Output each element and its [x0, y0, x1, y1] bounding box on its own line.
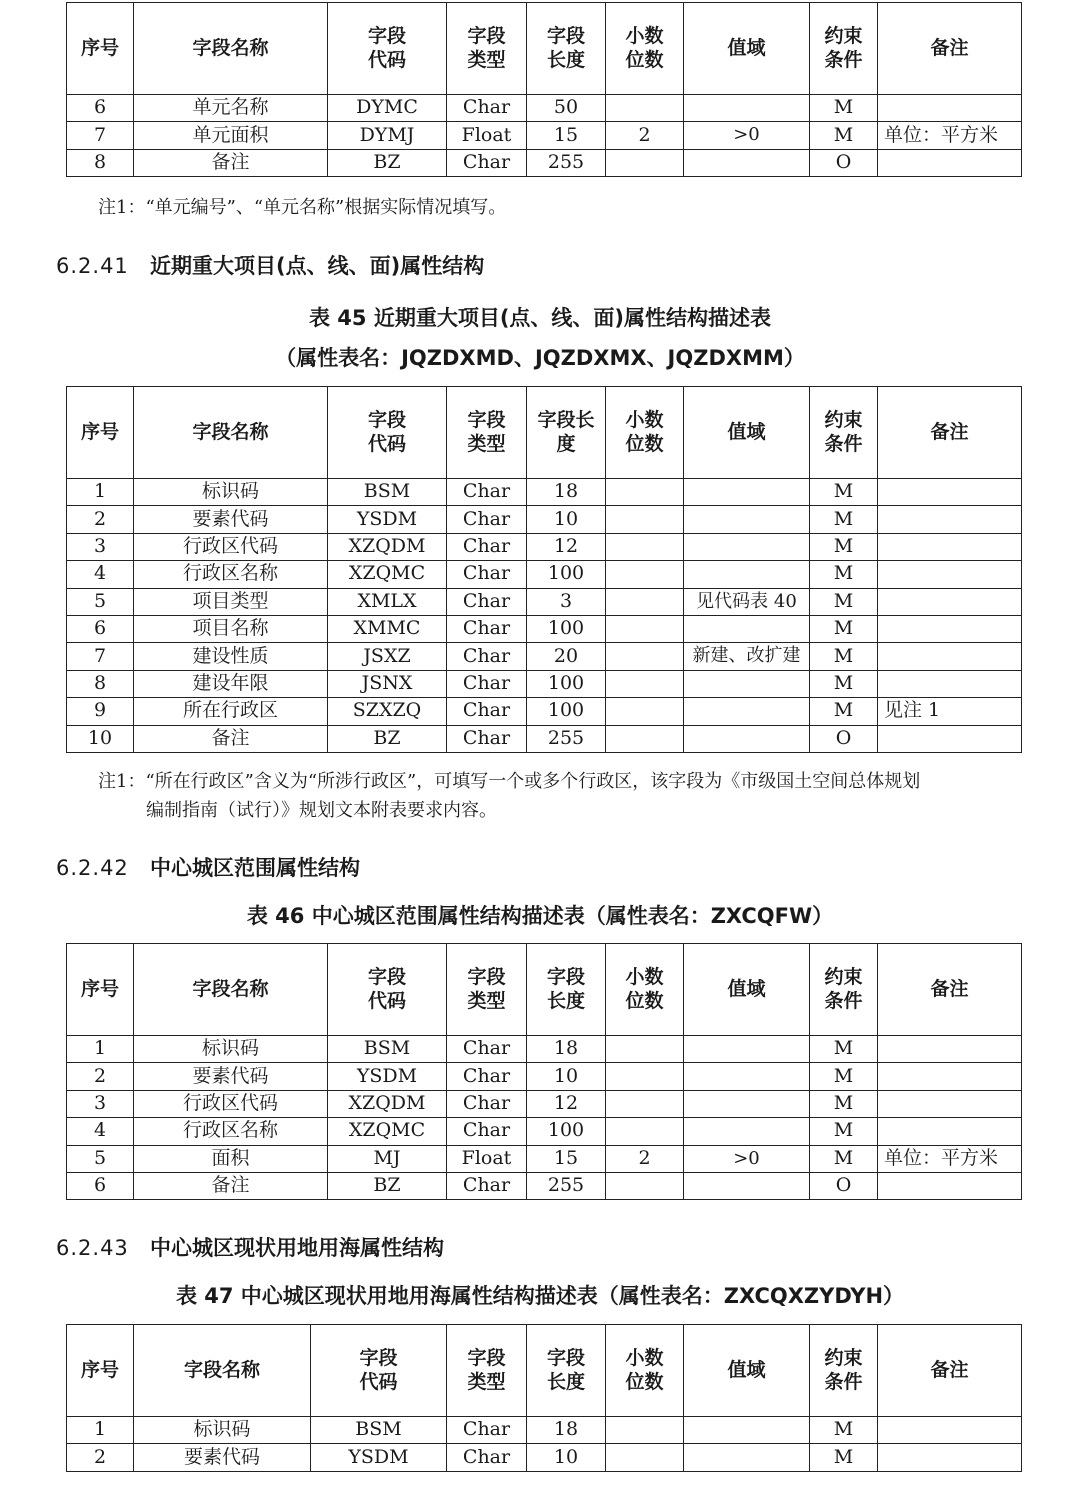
cell-decimals	[606, 533, 684, 560]
cell-field-type: Char	[447, 588, 527, 615]
cell-constraint: M	[810, 561, 878, 588]
cell-field-name: 建设性质	[134, 643, 328, 670]
cell-field-length: 100	[527, 1118, 606, 1145]
cell-remarks: 单位：平方米	[878, 1145, 1022, 1172]
cell-field-length: 255	[527, 725, 606, 752]
cell-constraint: M	[810, 1118, 878, 1145]
cell-field-code: JSXZ	[328, 643, 447, 670]
cell-remarks	[878, 561, 1022, 588]
header-constraint: 约束 条件	[810, 3, 878, 95]
cell-value-range	[684, 698, 810, 725]
cell-field-length: 18	[527, 1036, 606, 1063]
cell-decimals	[606, 479, 684, 506]
cell-value-range: 新建、改扩建	[684, 643, 810, 670]
header-field-name: 字段名称	[134, 944, 328, 1036]
cell-constraint: O	[810, 725, 878, 752]
table-top-continuation	[66, 2, 1022, 177]
cell-field-type: Char	[447, 725, 527, 752]
cell-remarks: 单位：平方米	[878, 122, 1022, 149]
cell-field-type: Char	[447, 615, 527, 642]
footnote-text: 注1：“单元编号”、“单元名称”根据实际情况填写。	[98, 197, 507, 218]
cell-constraint: M	[810, 1036, 878, 1063]
cell-decimals	[606, 506, 684, 533]
cell-value-range	[684, 1118, 810, 1145]
cell-remarks	[878, 95, 1022, 122]
cell-field-code: XZQMC	[328, 1118, 447, 1145]
cell-field-code: XMLX	[328, 588, 447, 615]
cell-decimals	[606, 588, 684, 615]
table-row	[67, 479, 1022, 506]
cell-field-name: 标识码	[134, 479, 328, 506]
cell-remarks	[878, 588, 1022, 615]
header-value-range: 值域	[684, 387, 810, 479]
cell-value-range	[684, 1090, 810, 1117]
cell-constraint: M	[810, 643, 878, 670]
cell-field-name: 行政区名称	[134, 561, 328, 588]
cell-index: 10	[67, 725, 134, 752]
cell-constraint: M	[810, 1444, 878, 1471]
cell-value-range	[684, 149, 810, 176]
cell-remarks	[878, 1063, 1022, 1090]
cell-index: 6	[67, 1172, 134, 1199]
cell-constraint: O	[810, 149, 878, 176]
table-45-caption-line2: （属性表名：JQZDXMD、JQZDXMX、JQZDXMM）	[275, 346, 805, 370]
header-constraint: 约束 条件	[810, 944, 878, 1036]
cell-field-name: 备注	[134, 149, 328, 176]
footnote-top	[98, 193, 1018, 222]
cell-constraint: M	[810, 1417, 878, 1444]
cell-remarks	[878, 1417, 1022, 1444]
table-46	[66, 943, 1022, 1200]
cell-field-name: 单元名称	[134, 95, 328, 122]
header-field-name: 字段名称	[134, 387, 328, 479]
cell-decimals	[606, 149, 684, 176]
section-heading-6-2-43	[56, 1232, 444, 1262]
cell-field-length: 20	[527, 643, 606, 670]
cell-index: 6	[67, 615, 134, 642]
header-field-type: 字段 类型	[447, 387, 527, 479]
cell-field-code: BZ	[328, 1172, 447, 1199]
cell-decimals	[606, 670, 684, 697]
cell-decimals	[606, 1063, 684, 1090]
header-field-name: 字段名称	[134, 1325, 311, 1417]
cell-decimals	[606, 1417, 684, 1444]
header-constraint: 约束 条件	[810, 1325, 878, 1417]
header-index: 序号	[67, 387, 134, 479]
header-field-name: 字段名称	[134, 3, 328, 95]
cell-field-name: 建设年限	[134, 670, 328, 697]
section-title: 近期重大项目(点、线、面)属性结构	[150, 254, 485, 278]
cell-field-code: BSM	[328, 479, 447, 506]
header-field-length: 字段 长度	[527, 3, 606, 95]
cell-field-length: 12	[527, 533, 606, 560]
cell-decimals	[606, 698, 684, 725]
table-47	[66, 1324, 1022, 1472]
cell-index: 4	[67, 1118, 134, 1145]
cell-index: 3	[67, 533, 134, 560]
cell-constraint: M	[810, 506, 878, 533]
cell-remarks	[878, 506, 1022, 533]
header-value-range: 值域	[684, 944, 810, 1036]
cell-field-type: Float	[447, 1145, 527, 1172]
table-row	[67, 122, 1022, 149]
table-header-row	[67, 944, 1022, 1036]
table-row	[67, 149, 1022, 176]
cell-constraint: O	[810, 1172, 878, 1199]
cell-decimals: 2	[606, 122, 684, 149]
cell-value-range	[684, 1444, 810, 1471]
header-constraint: 约束 条件	[810, 387, 878, 479]
cell-value-range: >0	[684, 1145, 810, 1172]
cell-field-type: Char	[447, 1172, 527, 1199]
table-row	[67, 506, 1022, 533]
cell-decimals	[606, 643, 684, 670]
cell-field-code: BZ	[328, 725, 447, 752]
cell-decimals	[606, 561, 684, 588]
cell-field-name: 所在行政区	[134, 698, 328, 725]
header-remarks: 备注	[878, 387, 1022, 479]
cell-remarks	[878, 149, 1022, 176]
cell-field-name: 要素代码	[134, 1063, 328, 1090]
header-field-type: 字段 类型	[447, 944, 527, 1036]
cell-value-range	[684, 1036, 810, 1063]
cell-remarks	[878, 670, 1022, 697]
cell-field-length: 12	[527, 1090, 606, 1117]
cell-decimals	[606, 95, 684, 122]
cell-field-length: 100	[527, 615, 606, 642]
cell-remarks	[878, 1090, 1022, 1117]
cell-field-type: Char	[447, 561, 527, 588]
cell-value-range	[684, 561, 810, 588]
table-45	[66, 386, 1022, 753]
cell-index: 2	[67, 506, 134, 533]
cell-value-range	[684, 1063, 810, 1090]
table-row	[67, 725, 1022, 752]
cell-field-length: 3	[527, 588, 606, 615]
cell-constraint: M	[810, 1090, 878, 1117]
table-row	[67, 1444, 1022, 1471]
header-value-range: 值域	[684, 3, 810, 95]
cell-index: 6	[67, 95, 134, 122]
cell-field-length: 10	[527, 506, 606, 533]
header-remarks: 备注	[878, 3, 1022, 95]
cell-field-code: DYMJ	[328, 122, 447, 149]
cell-field-type: Char	[447, 1417, 527, 1444]
cell-remarks	[878, 615, 1022, 642]
cell-field-type: Char	[447, 1444, 527, 1471]
cell-value-range	[684, 670, 810, 697]
header-field-code: 字段 代码	[328, 944, 447, 1036]
header-value-range: 值域	[684, 1325, 810, 1417]
table-header-row	[67, 387, 1022, 479]
cell-value-range	[684, 506, 810, 533]
header-field-type: 字段 类型	[447, 1325, 527, 1417]
header-index: 序号	[67, 3, 134, 95]
cell-field-name: 行政区代码	[134, 1090, 328, 1117]
cell-constraint: M	[810, 670, 878, 697]
cell-field-type: Char	[447, 670, 527, 697]
cell-field-length: 100	[527, 561, 606, 588]
cell-constraint: M	[810, 588, 878, 615]
cell-field-code: YSDM	[328, 506, 447, 533]
cell-index: 7	[67, 122, 134, 149]
cell-decimals	[606, 1036, 684, 1063]
cell-field-name: 面积	[134, 1145, 328, 1172]
cell-field-type: Char	[447, 95, 527, 122]
section-heading-6-2-41	[56, 250, 484, 280]
cell-field-type: Char	[447, 533, 527, 560]
cell-field-type: Char	[447, 149, 527, 176]
table-45-caption: 表 45 近期重大项目(点、线、面)属性结构描述表	[308, 306, 772, 330]
cell-remarks	[878, 533, 1022, 560]
section-number: 6.2.41	[56, 254, 129, 278]
cell-value-range	[684, 1417, 810, 1444]
header-index: 序号	[67, 1325, 134, 1417]
cell-field-length: 18	[527, 1417, 606, 1444]
cell-field-code: MJ	[328, 1145, 447, 1172]
cell-index: 1	[67, 479, 134, 506]
cell-value-range	[684, 479, 810, 506]
cell-value-range	[684, 725, 810, 752]
cell-field-code: YSDM	[328, 1063, 447, 1090]
cell-field-name: 单元面积	[134, 122, 328, 149]
table-row	[67, 1172, 1022, 1199]
cell-field-type: Char	[447, 506, 527, 533]
cell-field-code: XZQDM	[328, 1090, 447, 1117]
footnote-line2: 编制指南（试行）》规划文本附表要求内容。	[146, 800, 497, 821]
cell-constraint: M	[810, 122, 878, 149]
cell-field-code: DYMC	[328, 95, 447, 122]
cell-field-name: 备注	[134, 1172, 328, 1199]
table-row	[67, 1063, 1022, 1090]
cell-field-name: 标识码	[134, 1036, 328, 1063]
cell-remarks	[878, 1172, 1022, 1199]
cell-field-type: Char	[447, 1118, 527, 1145]
cell-field-code: BSM	[328, 1036, 447, 1063]
cell-field-type: Char	[447, 479, 527, 506]
table-header-row	[67, 3, 1022, 95]
table-row	[67, 643, 1022, 670]
cell-index: 5	[67, 1145, 134, 1172]
cell-constraint: M	[810, 479, 878, 506]
cell-value-range	[684, 615, 810, 642]
section-title: 中心城区范围属性结构	[150, 856, 360, 880]
cell-field-type: Float	[447, 122, 527, 149]
cell-value-range	[684, 95, 810, 122]
cell-constraint: M	[810, 615, 878, 642]
cell-field-type: Char	[447, 1063, 527, 1090]
header-field-length: 字段长 度	[527, 387, 606, 479]
cell-field-length: 50	[527, 95, 606, 122]
cell-remarks: 见注 1	[878, 698, 1022, 725]
cell-remarks	[878, 725, 1022, 752]
cell-field-type: Char	[447, 1036, 527, 1063]
footnote-45	[98, 767, 1018, 825]
cell-field-name: 标识码	[134, 1417, 311, 1444]
cell-index: 3	[67, 1090, 134, 1117]
cell-field-name: 备注	[134, 725, 328, 752]
cell-index: 4	[67, 561, 134, 588]
table-header-row	[67, 1325, 1022, 1417]
cell-field-name: 项目名称	[134, 615, 328, 642]
cell-index: 9	[67, 698, 134, 725]
cell-field-length: 100	[527, 698, 606, 725]
section-number: 6.2.42	[56, 856, 129, 880]
cell-field-name: 行政区代码	[134, 533, 328, 560]
cell-decimals	[606, 1444, 684, 1471]
header-field-length: 字段 长度	[527, 1325, 606, 1417]
cell-constraint: M	[810, 698, 878, 725]
cell-field-code: BSM	[311, 1417, 447, 1444]
cell-field-name: 要素代码	[134, 506, 328, 533]
cell-field-code: YSDM	[311, 1444, 447, 1471]
cell-field-code: SZXZQ	[328, 698, 447, 725]
table-row	[67, 615, 1022, 642]
cell-field-length: 15	[527, 1145, 606, 1172]
cell-field-type: Char	[447, 1090, 527, 1117]
table-row	[67, 588, 1022, 615]
cell-field-code: BZ	[328, 149, 447, 176]
cell-decimals	[606, 725, 684, 752]
cell-field-length: 100	[527, 670, 606, 697]
header-decimals: 小数 位数	[606, 944, 684, 1036]
table-row	[67, 561, 1022, 588]
cell-remarks	[878, 1118, 1022, 1145]
cell-constraint: M	[810, 95, 878, 122]
cell-field-length: 18	[527, 479, 606, 506]
header-decimals: 小数 位数	[606, 1325, 684, 1417]
cell-field-name: 要素代码	[134, 1444, 311, 1471]
cell-index: 7	[67, 643, 134, 670]
table-row	[67, 1118, 1022, 1145]
cell-decimals	[606, 1118, 684, 1145]
table-row	[67, 1036, 1022, 1063]
header-field-type: 字段 类型	[447, 3, 527, 95]
table-row	[67, 1090, 1022, 1117]
cell-constraint: M	[810, 533, 878, 560]
cell-index: 8	[67, 149, 134, 176]
cell-decimals	[606, 1172, 684, 1199]
cell-value-range: 见代码表 40	[684, 588, 810, 615]
cell-value-range	[684, 1172, 810, 1199]
cell-field-type: Char	[447, 698, 527, 725]
table-row	[67, 1417, 1022, 1444]
header-remarks: 备注	[878, 944, 1022, 1036]
section-heading-6-2-42	[56, 852, 360, 882]
cell-value-range	[684, 533, 810, 560]
header-decimals: 小数 位数	[606, 387, 684, 479]
cell-field-length: 255	[527, 149, 606, 176]
cell-field-type: Char	[447, 643, 527, 670]
header-field-code: 字段 代码	[328, 387, 447, 479]
header-remarks: 备注	[878, 1325, 1022, 1417]
cell-remarks	[878, 643, 1022, 670]
cell-constraint: M	[810, 1145, 878, 1172]
table-row	[67, 533, 1022, 560]
section-title: 中心城区现状用地用海属性结构	[150, 1236, 444, 1260]
header-field-code: 字段 代码	[328, 3, 447, 95]
header-index: 序号	[67, 944, 134, 1036]
header-field-code: 字段 代码	[311, 1325, 447, 1417]
cell-field-length: 10	[527, 1063, 606, 1090]
cell-decimals	[606, 615, 684, 642]
cell-index: 5	[67, 588, 134, 615]
cell-field-code: JSNX	[328, 670, 447, 697]
table-row	[67, 95, 1022, 122]
cell-field-length: 15	[527, 122, 606, 149]
cell-field-code: XZQMC	[328, 561, 447, 588]
table-47-caption: 表 47 中心城区现状用地用海属性结构描述表（属性表名：ZXCQXZYDYH）	[175, 1284, 905, 1308]
cell-index: 1	[67, 1417, 134, 1444]
cell-field-name: 项目类型	[134, 588, 328, 615]
table-row	[67, 698, 1022, 725]
table-46-caption: 表 46 中心城区范围属性结构描述表（属性表名：ZXCQFW）	[246, 904, 834, 928]
footnote-line1: 注1：“所在行政区”含义为“所涉行政区”，可填写一个或多个行政区，该字段为《市级国土空间总体规划	[98, 771, 921, 792]
cell-remarks	[878, 1444, 1022, 1471]
cell-index: 1	[67, 1036, 134, 1063]
cell-constraint: M	[810, 1063, 878, 1090]
cell-field-length: 10	[527, 1444, 606, 1471]
cell-decimals	[606, 1090, 684, 1117]
header-field-length: 字段 长度	[527, 944, 606, 1036]
cell-remarks	[878, 1036, 1022, 1063]
cell-field-code: XMMC	[328, 615, 447, 642]
cell-remarks	[878, 479, 1022, 506]
cell-field-name: 行政区名称	[134, 1118, 328, 1145]
cell-value-range: >0	[684, 122, 810, 149]
section-number: 6.2.43	[56, 1236, 129, 1260]
cell-index: 2	[67, 1063, 134, 1090]
cell-field-length: 255	[527, 1172, 606, 1199]
header-decimals: 小数 位数	[606, 3, 684, 95]
cell-decimals: 2	[606, 1145, 684, 1172]
table-row	[67, 1145, 1022, 1172]
cell-field-code: XZQDM	[328, 533, 447, 560]
cell-index: 2	[67, 1444, 134, 1471]
cell-index: 8	[67, 670, 134, 697]
table-row	[67, 670, 1022, 697]
